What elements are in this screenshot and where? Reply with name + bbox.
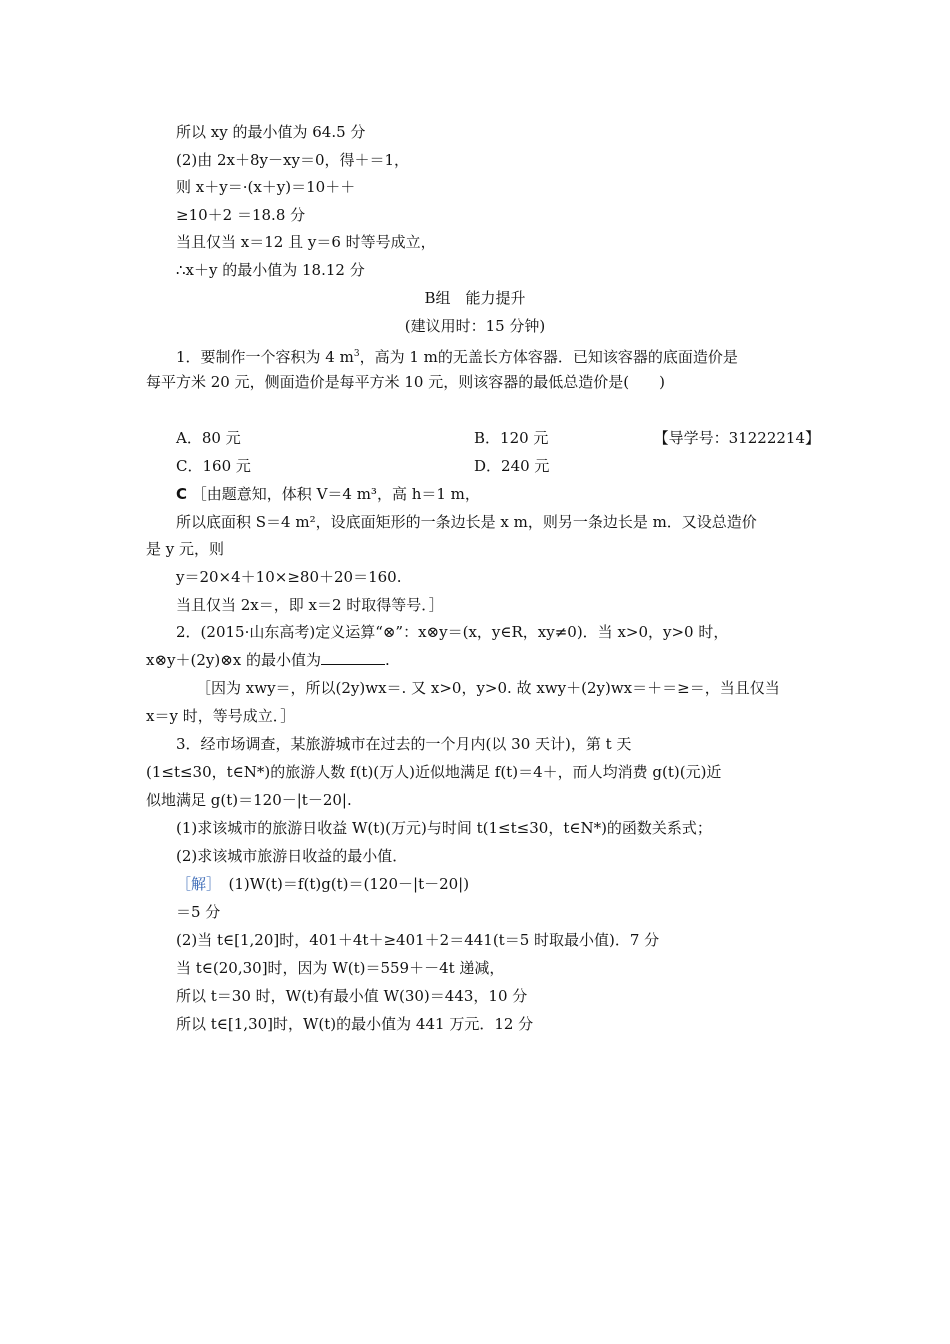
option-a: A．80 元 [176, 429, 241, 447]
answer-line: y＝20×4＋10×≥80＋20＝160. [176, 568, 402, 586]
question-3-part: (1)求该城市的旅游日收益 W(t)(万元)与时间 t(1≤t≤30，t∈N*)的函数关系式； [176, 819, 712, 837]
question-3-part: (2)求该城市旅游日收益的最小值． [176, 847, 408, 865]
time-note: (建议用时：15 分钟) [404, 317, 546, 335]
text-line: (2)由 2x＋8y－xy＝0，得＋＝1， [176, 151, 410, 169]
solution-line: ［因为 xwy＝，所以(2y)wx＝. 又 x>0，y>0. 故 xwy＋(2y)wx＝＋＝≥＝，当且仅当 [196, 679, 780, 697]
section-heading: B组 能力提升 [424, 289, 526, 307]
solution-line: ＝5 分 [176, 903, 221, 921]
option-b: B．120 元 [474, 429, 549, 447]
question-2-line: x⊗y＋(2y)⊗x 的最小值为 . [146, 651, 390, 669]
question-2-line: 2．(2015·山东高考)定义运算“⊗”：x⊗y＝(x，y∈R，xy≠0)．当 x>0，y>0 时， [176, 623, 729, 641]
text-line: ≥10＋2 ＝18.8 分 [176, 206, 306, 224]
question-3-line: 3．经市场调查，某旅游城市在过去的一个月内(以 30 天计)，第 t 天 [176, 735, 632, 753]
answer-letter: C [176, 485, 188, 503]
answer-blank [321, 650, 385, 665]
text-line: 当且仅当 x＝12 且 y＝6 时等号成立， [176, 233, 436, 251]
question-1-line: 每平方米 20 元，侧面造价是每平方米 10 元，则该容器的最低总造价是( ) [146, 373, 665, 391]
option-c: C．160 元 [176, 457, 251, 475]
answer-line: 所以底面积 S＝4 m²，设底面矩形的一条边长是 x m，则另一条边长是 m．又设总造价 [176, 513, 757, 531]
solution-line: x＝y 时，等号成立．］ [146, 707, 296, 725]
solution-label: ［解］ [176, 875, 214, 893]
question-3-line: (1≤t≤30，t∈N*)的旅游人数 f(t)(万人)近似地满足 f(t)＝4＋，而人均消费 g(t)(元)近 [146, 763, 722, 781]
answer-line: 是 y 元，则 [146, 540, 225, 558]
solution-line: (2)当 t∈[1,20]时，401＋4t＋≥401＋2＝441(t＝5 时取最小值)．7 分 [176, 931, 660, 949]
solution-line: 所以 t∈[1,30]时，W(t)的最小值为 441 万元．12 分 [176, 1015, 534, 1033]
text-line: 所以 xy 的最小值为 64.5 分 [176, 123, 366, 141]
guide-number: 【导学号：31222214】 [653, 429, 820, 447]
answer-line: C ［由题意知，体积 V＝4 m³，高 h＝1 m， [176, 485, 480, 503]
question-3-line: 似地满足 g(t)＝120－|t－20|. [146, 791, 352, 809]
text-line: ∴x＋y 的最小值为 18.12 分 [176, 261, 365, 279]
option-d: D．240 元 [474, 457, 550, 475]
solution-line: 当 t∈(20,30]时，因为 W(t)＝559＋－4t 递减， [176, 959, 505, 977]
solution-line: ［解］ (1)W(t)＝f(t)g(t)＝(120－|t－20|) [176, 875, 470, 893]
answer-line: 当且仅当 2x＝，即 x＝2 时取得等号．］ [176, 596, 444, 614]
solution-line: 所以 t＝30 时，W(t)有最小值 W(30)＝443，10 分 [176, 987, 528, 1005]
text-line: 则 x＋y＝·(x＋y)＝10＋＋ [176, 178, 356, 196]
question-1-line: 1．要制作一个容积为 4 $m^3$，高为 1 m的无盖长方体容器．已知该容器的底面造价是 [176, 348, 738, 366]
